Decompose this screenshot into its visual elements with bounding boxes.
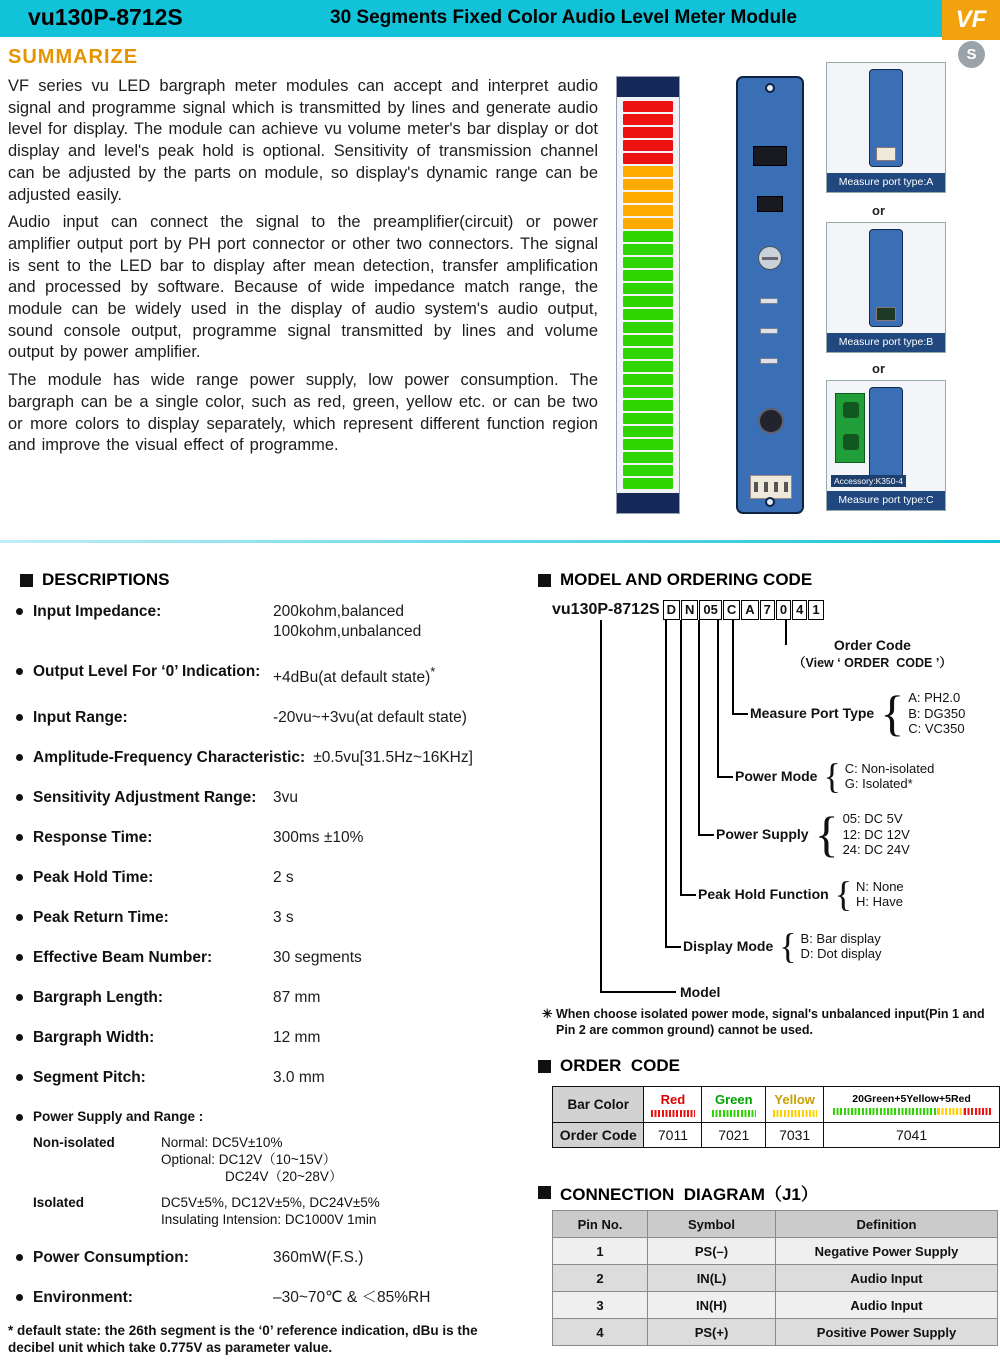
summary-paragraph-1: VF series vu LED bargraph meter modules can accept and interpret audio signal and programme signal which is transmitted by lines and generate audio level for display. The module can achieve vu volume meter's bar display or dot display and level's peak hold is optional. Sensitivity of transmission channel can be adjusted by the parts on module, so display's dynamic range can be adjusted easily. <box>8 77 598 204</box>
dot-bullet-icon <box>16 714 23 721</box>
connection-table <box>552 1210 998 1346</box>
table-cell: Symbol <box>648 1211 776 1238</box>
spec-row: Response Time: 300ms ±10% <box>14 828 534 848</box>
led-segment-green <box>623 348 673 359</box>
header-model: vu130P-8712S <box>28 4 183 30</box>
brand-variant-badge: S <box>958 41 985 68</box>
brace-glyph: { <box>880 684 905 741</box>
led-segment-green <box>623 387 673 398</box>
table-cell: 7041 <box>824 1123 1000 1148</box>
led-segment-red <box>623 140 673 151</box>
spec-row: Amplitude-Frequency Characteristic: ±0.5vu[31.5Hz~16KHz] <box>14 748 534 768</box>
table-cell: Audio Input <box>776 1292 998 1319</box>
order-code-table <box>552 1086 1000 1148</box>
table-cell: 2 <box>553 1265 648 1292</box>
dot-bullet-icon <box>16 794 23 801</box>
capacitor <box>758 408 784 434</box>
table-row <box>553 1265 998 1292</box>
bar-color-row <box>553 1087 1000 1123</box>
dot-bullet-icon <box>16 954 23 961</box>
terminal-block <box>835 393 865 463</box>
led-segment-green <box>623 374 673 385</box>
table-cell: 7011 <box>644 1123 702 1148</box>
table-cell: PS(–) <box>648 1238 776 1265</box>
table-cell: IN(L) <box>648 1265 776 1292</box>
order-code-row <box>553 1123 1000 1148</box>
table-cell: Yellow <box>766 1087 824 1123</box>
table-row <box>553 1292 998 1319</box>
mini-pcb <box>869 229 903 327</box>
summary-paragraph-3: The module has wide range power supply, low power consumption. The bargraph can be a single color, such as red, green, yellow etc. or can be two or more colors to display separately, which represent different function region and improve the visual effect of programme. <box>8 371 598 455</box>
table-cell: Negative Power Supply <box>776 1238 998 1265</box>
port-connector <box>876 307 896 321</box>
ordering-heading: MODEL AND ORDERING CODE <box>538 570 812 590</box>
led-segment-green <box>623 322 673 333</box>
dot-bullet-icon <box>16 668 23 675</box>
table-cell: 7021 <box>702 1123 766 1148</box>
led-segment-green <box>623 413 673 424</box>
ordering-model-code: vu130P-8712S <box>552 601 660 619</box>
power-supply-callout: Power Supply { 05: DC 5V 12: DC 12V 24: DC 24V <box>716 805 910 862</box>
trimmer-potentiometer <box>758 246 782 270</box>
footnote-marker: * <box>430 664 436 679</box>
header-bar <box>0 0 1000 37</box>
dot-bullet-icon <box>16 834 23 841</box>
spec-row: Output Level For ‘0’ Indication: +4dBu(at default state)* <box>14 662 534 688</box>
measure-port-type-callout: Measure Port Type { A: PH2.0 B: DG350 C: VC350 <box>750 684 966 741</box>
square-bullet-icon <box>538 1186 551 1199</box>
dot-bullet-icon <box>16 1294 23 1301</box>
led-segment-yellow <box>623 218 673 229</box>
descriptions-list <box>14 602 534 1328</box>
led-segment-red <box>623 101 673 112</box>
peak-hold-callout: Peak Hold Function { N: None H: Have <box>698 874 904 914</box>
square-bullet-icon <box>20 574 33 587</box>
model-callout: Model <box>680 984 721 1000</box>
spec-row: Peak Return Time: 3 s <box>14 908 534 928</box>
isolated-mode-note: ✳ When choose isolated power mode, signal's unbalanced input(Pin 1 and Pin 2 are common ground) cannot be used. <box>542 1007 985 1037</box>
table-cell: Green <box>702 1087 766 1123</box>
table-cell: Order Code <box>553 1123 644 1148</box>
order-code-heading: ORDER CODE <box>538 1056 680 1076</box>
brace-glyph: { <box>779 926 797 966</box>
resistor <box>760 298 778 304</box>
led-segment-green <box>623 452 673 463</box>
spec-row: Input Range: -20vu~+3vu(at default state) <box>14 708 534 728</box>
connector-line <box>717 776 733 778</box>
dot-bullet-icon <box>16 1254 23 1261</box>
connector-line <box>600 991 676 993</box>
led-segment-green <box>623 296 673 307</box>
code-box: 1 <box>808 600 823 620</box>
module-end-cap <box>617 493 679 513</box>
resistor <box>760 358 778 364</box>
header-title: 30 Segments Fixed Color Audio Level Meter Module <box>330 7 797 28</box>
or-label: or <box>872 203 885 218</box>
power-mode-callout: Power Mode { C: Non-isolated G: Isolated* <box>735 756 935 796</box>
led-segment-red <box>623 114 673 125</box>
table-header-row <box>553 1211 998 1238</box>
led-segment-red <box>623 127 673 138</box>
connector-line <box>732 620 734 713</box>
summarize-text <box>8 76 598 463</box>
connector-line <box>680 894 696 896</box>
brace-glyph: { <box>823 756 841 796</box>
summary-paragraph-2: Audio input can connect the signal to the preamplifier(circuit) or power amplifier output port by PH port connector or other two connectors. The signal is sent to the LED bar to display after mean detection, transfer amplification and processed by software. Because of wide impedance match range, the module can be widely used in the display of audio system's audio output, sound console output, programme signal transmitted by lines and volume output by power amplifier. <box>8 213 598 362</box>
code-box: 4 <box>792 600 807 620</box>
spec-row: Effective Beam Number: 30 segments <box>14 948 534 968</box>
connector-line <box>665 946 681 948</box>
mini-pcb <box>869 69 903 167</box>
table-cell: PS(+) <box>648 1319 776 1346</box>
led-strip-yellow-icon <box>773 1110 817 1117</box>
connector-line <box>698 620 700 834</box>
dot-bullet-icon <box>16 1034 23 1041</box>
order-code-callout: Order Code （View ‘ ORDER CODE ’） <box>793 637 952 670</box>
led-segment-green <box>623 309 673 320</box>
ic-chip <box>757 196 783 212</box>
dot-bullet-icon <box>16 1074 23 1081</box>
ordering-code-line <box>552 600 824 620</box>
led-segment-green <box>623 426 673 437</box>
spec-row: Power Consumption: 360mW(F.S.) <box>14 1248 534 1268</box>
connector-line <box>698 834 714 836</box>
summarize-heading: SUMMARIZE <box>8 46 139 68</box>
measure-port-photo-a <box>826 62 946 193</box>
mini-pcb <box>869 387 903 485</box>
table-cell: 3 <box>553 1292 648 1319</box>
connector-line <box>680 620 682 894</box>
led-segment-yellow <box>623 205 673 216</box>
spec-row: Peak Hold Time: 2 s <box>14 868 534 888</box>
resistor <box>760 328 778 334</box>
led-strip-red-icon <box>651 1110 695 1117</box>
square-bullet-icon <box>538 1060 551 1073</box>
table-cell: IN(H) <box>648 1292 776 1319</box>
led-segment-yellow <box>623 166 673 177</box>
connection-heading: CONNECTION DIAGRAM（J1） <box>538 1180 818 1205</box>
spec-row: Bargraph Length: 87 mm <box>14 988 534 1008</box>
led-segment-green <box>623 400 673 411</box>
led-segment-green <box>623 244 673 255</box>
led-segment-green <box>623 257 673 268</box>
spec-row: Bargraph Width: 12 mm <box>14 1028 534 1048</box>
led-segment-green <box>623 361 673 372</box>
table-cell: Definition <box>776 1211 998 1238</box>
spec-row: Segment Pitch: 3.0 mm <box>14 1068 534 1088</box>
default-state-footnote: * default state: the 26th segment is the ‘0’ reference indication, dBu is the decibel unit which take 0.775V as parameter value. <box>8 1323 478 1355</box>
led-segment-green <box>623 283 673 294</box>
descriptions-heading: DESCRIPTIONS <box>20 570 170 590</box>
or-label: or <box>872 361 885 376</box>
led-segment-green <box>623 478 673 489</box>
led-segment-yellow <box>623 192 673 203</box>
mounting-hole <box>765 497 775 507</box>
led-bargraph-photo <box>616 76 680 514</box>
accessory-label: Accessory:K350-4 <box>831 475 906 487</box>
spec-row: Sensitivity Adjustment Range: 3vu <box>14 788 534 808</box>
led-strip-mixed-icon <box>833 1108 991 1115</box>
connector-line <box>600 620 602 991</box>
dot-bullet-icon <box>16 754 23 761</box>
dot-bullet-icon <box>16 994 23 1001</box>
thumb-caption: Measure port type:A <box>827 173 945 192</box>
mounting-hole <box>765 83 775 93</box>
table-cell: Red <box>644 1087 702 1123</box>
thumb-image <box>827 63 945 173</box>
led-segment-green <box>623 270 673 281</box>
code-box: D <box>663 600 680 620</box>
brace-glyph: { <box>814 805 839 862</box>
connector-line <box>717 620 719 776</box>
thumb-caption: Measure port type:C <box>827 491 945 510</box>
dot-bullet-icon <box>16 874 23 881</box>
table-cell: 7031 <box>766 1123 824 1148</box>
code-box: 0 <box>776 600 791 620</box>
ph-connector <box>750 475 792 499</box>
square-bullet-icon <box>538 574 551 587</box>
connector-line <box>785 620 787 645</box>
ic-chip <box>753 146 787 166</box>
connector-line <box>732 713 748 715</box>
dot-bullet-icon <box>16 914 23 921</box>
measure-port-photo-b <box>826 222 946 353</box>
table-cell: 1 <box>553 1238 648 1265</box>
display-mode-callout: Display Mode { B: Bar display D: Dot display <box>683 926 882 966</box>
brand-badge: VF <box>942 0 1000 40</box>
brace-glyph: { <box>834 874 852 914</box>
led-segment-green <box>623 465 673 476</box>
spec-row: Environment: –30~70℃ & ＜85%RH <box>14 1288 534 1308</box>
led-segment-green <box>623 439 673 450</box>
port-connector <box>876 147 896 161</box>
module-end-cap <box>617 77 679 97</box>
table-cell: Pin No. <box>553 1211 648 1238</box>
dot-bullet-icon <box>16 608 23 615</box>
led-segment-yellow <box>623 179 673 190</box>
led-segment-green <box>623 231 673 242</box>
led-segment-green <box>623 335 673 346</box>
non-isolated-row: Non-isolated Normal: DC5V±10% Optional: DC12V（10~15V） DC24V（20~28V） <box>33 1135 343 1185</box>
led-segment-red <box>623 153 673 164</box>
thumb-image <box>827 223 945 333</box>
led-strip-green-icon <box>712 1110 756 1117</box>
table-cell: 4 <box>553 1319 648 1346</box>
table-cell: Positive Power Supply <box>776 1319 998 1346</box>
connector-line <box>665 620 667 946</box>
spec-row-power-supply: Power Supply and Range : Non-isolated Normal: DC5V±10% Optional: DC12V（10~15V） DC24V（20~28V） Isolated DC5V±5%, DC12V±5%, DC24V±5% Insulating Intension: DC1000V 1min <box>14 1108 534 1228</box>
code-box: A <box>741 600 758 620</box>
dot-bullet-icon <box>16 1114 23 1121</box>
table-row <box>553 1319 998 1346</box>
isolated-row: Isolated DC5V±5%, DC12V±5%, DC24V±5% Insulating Intension: DC1000V 1min <box>33 1195 380 1228</box>
table-row <box>553 1238 998 1265</box>
measure-port-photo-c <box>826 380 946 511</box>
code-box: 7 <box>760 600 775 620</box>
code-box: C <box>723 600 740 620</box>
table-cell: 20Green+5Yellow+5Red <box>824 1087 1000 1123</box>
table-cell: Audio Input <box>776 1265 998 1292</box>
led-stack <box>617 97 679 493</box>
thumb-image <box>827 381 945 491</box>
code-box: N <box>681 600 698 620</box>
spec-row: Input Impedance: 200kohm,balanced 100kohm,unbalanced <box>14 602 534 642</box>
pcb-photo <box>736 76 804 514</box>
section-divider <box>0 540 1000 543</box>
thumb-caption: Measure port type:B <box>827 333 945 352</box>
code-box: 05 <box>699 600 721 620</box>
table-cell: Bar Color <box>553 1087 644 1123</box>
